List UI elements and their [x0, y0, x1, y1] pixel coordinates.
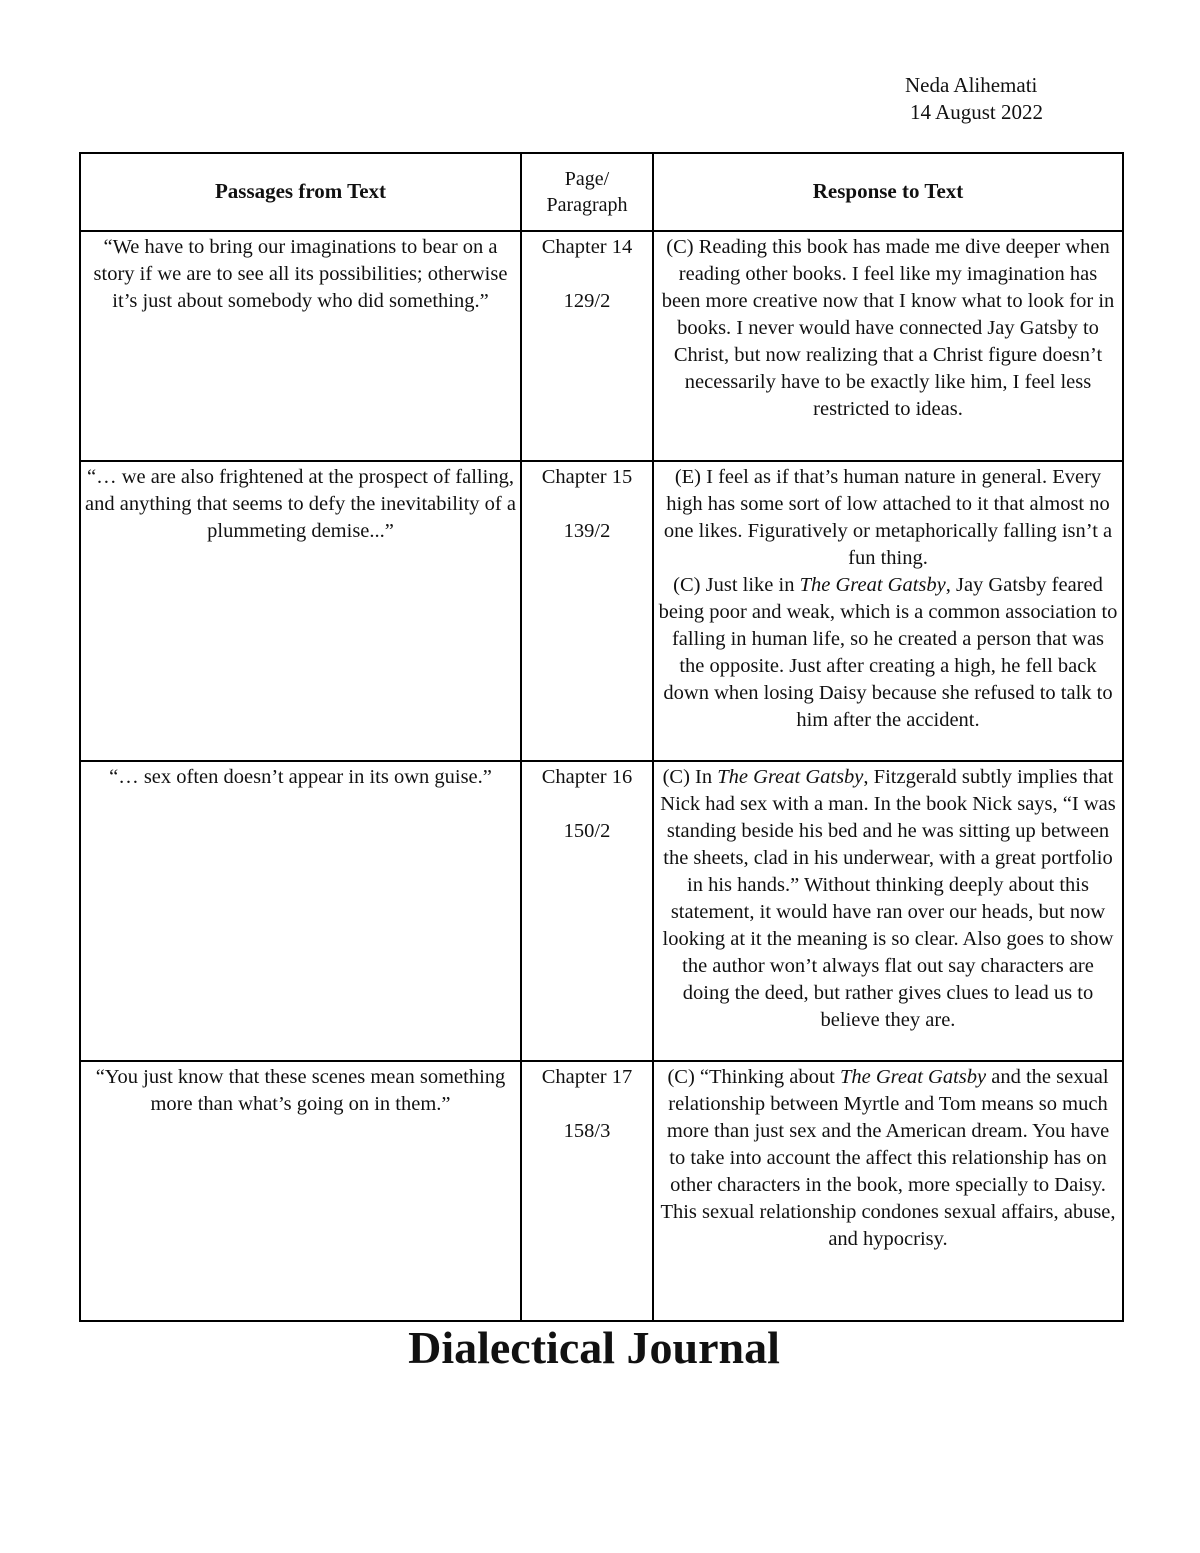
response-cell [653, 231, 1123, 461]
response-text-after: and the sexual relationship between Myrtle and Tom means so much more than just sex and the American dream. You have to take into account the affect this relationship has on other characters in the book, more specially to Daisy. This sexual relationship condones sexual affairs, abuse, and hypocrisy. [660, 1066, 1116, 1250]
page-paragraph: 158/3 [563, 1120, 611, 1142]
passage-text: “… sex often doesn’t appear in its own guise.” [109, 766, 492, 788]
response-text-before: (C) “Thinking about [667, 1066, 840, 1088]
response-cell [653, 1061, 1123, 1321]
response-text-before: (C) Just like in [673, 574, 800, 596]
passage-cell [80, 761, 521, 1061]
page-cell [521, 1061, 653, 1321]
book-title-italic: The Great Gatsby [717, 766, 864, 788]
response-text-after: , Jay Gatsby feared being poor and weak, which is a common association to falling in human life, so he created a person that was the opposite. Just after creating a high, he fell back down when losing Daisy because she refused to talk to him after the accident. [658, 574, 1118, 731]
response-cell [653, 761, 1123, 1061]
author-name: Neda Alihemati [905, 73, 1038, 97]
book-title-italic: The Great Gatsby [799, 574, 946, 596]
table-row [80, 1061, 1123, 1321]
header-passages [80, 153, 521, 231]
document-date: 14 August 2022 [910, 100, 1044, 124]
page-paragraph: 139/2 [563, 520, 611, 542]
table-row [80, 461, 1123, 761]
response-text [658, 572, 1118, 734]
author-block [880, 72, 1080, 126]
header-response-label: Response to Text [812, 179, 964, 203]
passage-text: “… we are also frightened at the prospect of falling, and anything that seems to defy the inevitability of a plummeting demise...” [85, 466, 516, 542]
response-text-before: (C) In [662, 766, 718, 788]
chapter-label: Chapter 16 [541, 766, 633, 788]
chapter-label: Chapter 14 [541, 236, 633, 258]
book-title-italic: The Great Gatsby [839, 1066, 987, 1088]
page-paragraph: 129/2 [563, 290, 611, 312]
header-page-paragraph [521, 153, 653, 231]
response-text [658, 764, 1118, 1034]
page-paragraph: 150/2 [563, 820, 611, 842]
passage-text: “You just know that these scenes mean something more than what’s going on in them.” [95, 1066, 506, 1115]
passage-cell [80, 1061, 521, 1321]
journal-table [79, 152, 1124, 1322]
page-cell [521, 231, 653, 461]
response-cell [653, 461, 1123, 761]
header-paragraph-label: Paragraph [546, 194, 628, 216]
header-passages-label: Passages from Text [214, 179, 387, 203]
page-title: Dialectical Journal [408, 1322, 780, 1373]
table-row [80, 231, 1123, 461]
page-cell [521, 761, 653, 1061]
response-text: (C) Reading this book has made me dive deeper when reading other books. I feel like my imagination has been more creative now that I know what to look for in books. I never would have connected Jay Gatsby to Christ, but now realizing that a Christ figure doesn’t necessarily have to be exactly like him, I feel less restricted to ideas. [661, 236, 1115, 420]
passage-text: “We have to bring our imaginations to bear on a story if we are to see all its possibilities; otherwise it’s just about somebody who did something.” [93, 236, 508, 312]
header-page-label: Page/ [564, 168, 610, 190]
page-cell [521, 461, 653, 761]
chapter-label: Chapter 15 [541, 466, 633, 488]
chapter-label: Chapter 17 [541, 1066, 633, 1088]
response-text: (E) I feel as if that’s human nature in general. Every high has some sort of low attached to it that almost no one likes. Figuratively or metaphorically falling isn’t a fun thing. [663, 466, 1113, 569]
passage-cell [80, 231, 521, 461]
response-text [658, 1064, 1118, 1253]
table-row [80, 761, 1123, 1061]
header-response [653, 153, 1123, 231]
passage-cell [80, 461, 521, 761]
response-text-after: , Fitzgerald subtly implies that Nick had sex with a man. In the book Nick says, “I was standing beside his bed and he was sitting up between the sheets, clad in his underwear, with a great portfolio in his hands.” Without thinking deeply about this statement, it would have ran over our heads, but now looking at it the meaning is so clear. Also goes to show the author won’t always flat out say characters are doing the deed, but rather gives clues to lead us to believe they are. [660, 766, 1116, 1031]
table-header-row [80, 153, 1123, 231]
